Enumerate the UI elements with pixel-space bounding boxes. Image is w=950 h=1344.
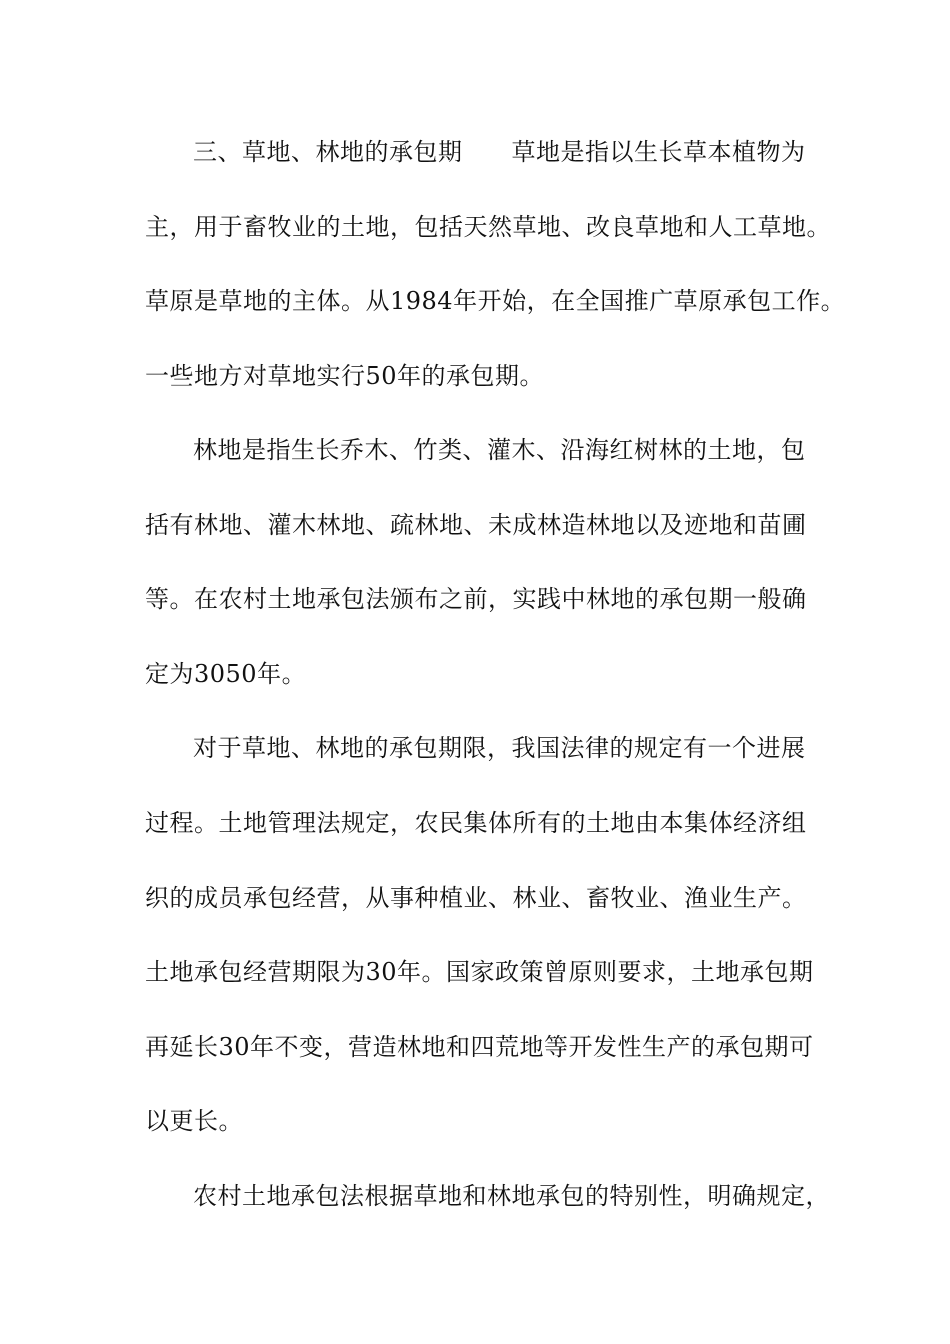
paragraph-1-line-2: 主，用于畜牧业的土地，包括天然草地、改良草地和人工草地。: [145, 213, 831, 241]
paragraph-2-line-2: 括有林地、灌木林地、疏林地、未成林造林地以及迹地和苗圃: [145, 511, 807, 539]
paragraph-4-line-1: 农村土地承包法根据草地和林地承包的特别性，明确规定，: [193, 1182, 830, 1210]
paragraph-2-line-1: 林地是指生长乔木、竹类、灌木、沿海红树林的土地，包: [193, 436, 806, 464]
paragraph-3-line-4: 土地承包经营期限为30年。国家政策曾原则要求，土地承包期: [145, 958, 814, 986]
paragraph-1-line-1: 三、草地、林地的承包期 草地是指以生长草本植物为: [193, 138, 806, 166]
paragraph-1-line-4: 一些地方对草地实行50年的承包期。: [145, 362, 545, 390]
paragraph-3-line-6: 以更长。: [145, 1107, 243, 1135]
paragraph-3-line-1: 对于草地、林地的承包期限，我国法律的规定有一个进展: [193, 734, 806, 762]
paragraph-2-line-4: 定为3050年。: [145, 660, 307, 688]
paragraph-3-line-5: 再延长30年不变，营造林地和四荒地等开发性生产的承包期可: [145, 1033, 814, 1061]
paragraph-2-line-3: 等。在农村土地承包法颁布之前，实践中林地的承包期一般确: [145, 585, 807, 613]
paragraph-3-line-2: 过程。土地管理法规定，农民集体所有的土地由本集体经济组: [145, 809, 807, 837]
paragraph-3-line-3: 织的成员承包经营，从事种植业、林业、畜牧业、渔业生产。: [145, 884, 807, 912]
paragraph-1-line-3: 草原是草地的主体。从1984年开始，在全国推广草原承包工作。: [145, 287, 846, 315]
